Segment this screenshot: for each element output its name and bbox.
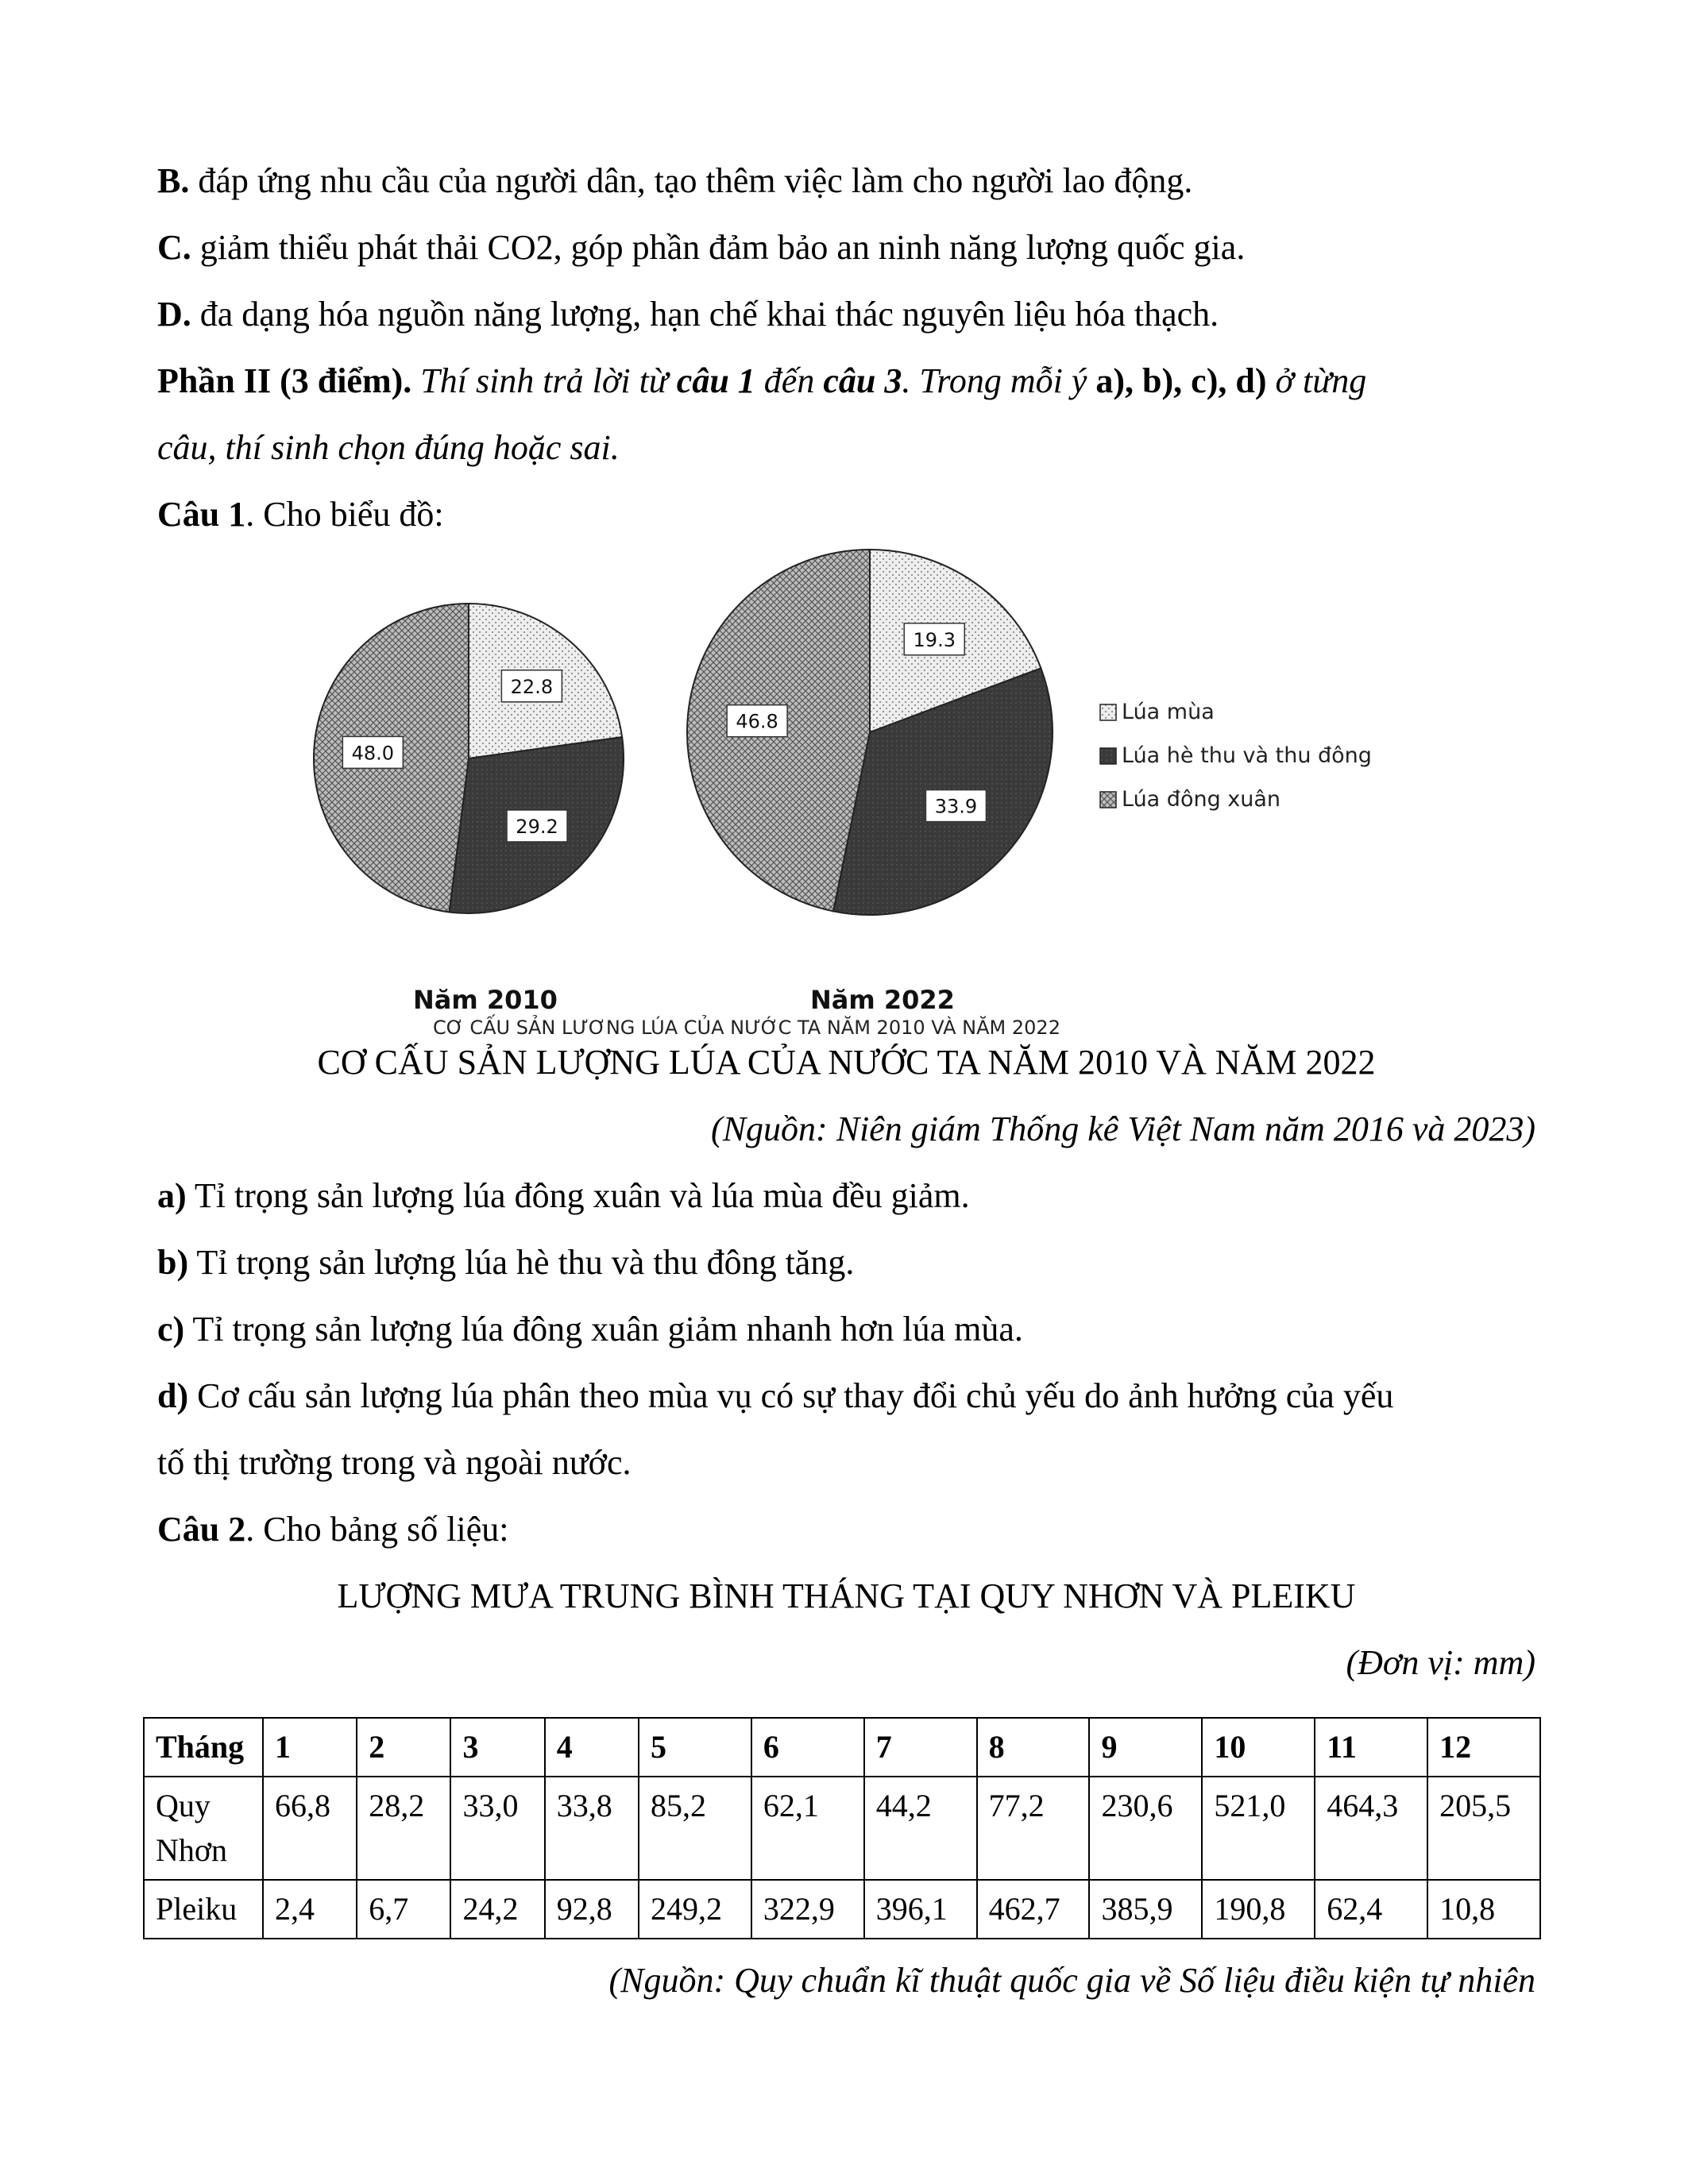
question-prompt: . Cho biểu đồ: [245, 495, 444, 534]
data-label: 29.2 [516, 815, 558, 838]
data-label: 22.8 [510, 675, 554, 698]
table-cell: 249,2 [639, 1880, 751, 1939]
q1-item-d-cont: tố thị trường trong và ngoài nước. [157, 1443, 632, 1482]
chart-title: CƠ CẤU SẢN LƯỢNG LÚA CỦA NƯỚC TA NĂM 2010 VÀ NĂM 2022 [317, 1043, 1376, 1082]
option-b [157, 157, 1535, 205]
q1-item-a [157, 1172, 1535, 1220]
table-cell: 190,8 [1202, 1880, 1315, 1939]
option-letter: C. [157, 228, 191, 267]
part2-instructions [157, 357, 1535, 405]
table-header-cell: 4 [545, 1718, 639, 1777]
option-letter: B. [157, 161, 190, 200]
legend-swatch [1100, 792, 1116, 808]
table-cell: 385,9 [1089, 1880, 1202, 1939]
q1-item-b [157, 1239, 1535, 1287]
option-c [157, 224, 1535, 272]
option-letter: D. [157, 295, 191, 334]
table-header-cell: Tháng [144, 1718, 263, 1777]
table-cell: 33,0 [450, 1777, 544, 1880]
pie-chart-figure [294, 548, 1406, 1040]
rainfall-table [143, 1717, 1541, 1939]
q1-item-d [157, 1372, 1535, 1420]
table-cell: 10,8 [1427, 1880, 1540, 1939]
option-text: giảm thiểu phát thải CO2, góp phần đảm bảo an ninh năng lượng quốc gia. [191, 228, 1246, 267]
table-cell: 230,6 [1089, 1777, 1202, 1880]
data-label: 33.9 [934, 795, 978, 818]
table-cell: 62,1 [751, 1777, 864, 1880]
table-title: LƯỢNG MƯA TRUNG BÌNH THÁNG TẠI QUY NHƠN VÀ PLEIKU [337, 1576, 1356, 1615]
table-cell: 2,4 [263, 1880, 357, 1939]
item-key: a) [157, 1176, 187, 1215]
table-cell: 66,8 [263, 1777, 357, 1880]
table-header-cell: 11 [1315, 1718, 1427, 1777]
table-row [144, 1777, 1540, 1880]
question-1-prompt [157, 491, 1535, 538]
table-source: (Nguồn: Quy chuẩn kĩ thuật quốc gia về Số liệu điều kiện tự nhiên [608, 1961, 1535, 2000]
table-cell: 322,9 [751, 1880, 864, 1939]
table-cell: 44,2 [864, 1777, 977, 1880]
item-key: c) [157, 1310, 185, 1349]
table-cell: 24,2 [450, 1880, 544, 1939]
pie-chart-svg [294, 548, 1406, 1040]
part2-instr-text: đến [755, 361, 824, 400]
table-header-row [144, 1718, 1540, 1777]
table-cell: 92,8 [545, 1880, 639, 1939]
question-label: Câu 2 [157, 1510, 246, 1549]
data-label: 48.0 [351, 742, 395, 765]
pie-year-label: Năm 2010 [413, 985, 558, 1015]
table-cell: 28,2 [357, 1777, 450, 1880]
table-header-cell: 8 [977, 1718, 1090, 1777]
option-text: đáp ứng nhu cầu của người dân, tạo thêm việc làm cho người lao động. [189, 161, 1193, 200]
question-label: Câu 1 [157, 495, 246, 534]
table-cell: 33,8 [545, 1777, 639, 1880]
part2-instr-text: Thí sinh trả lời từ [411, 361, 677, 400]
table-cell: 6,7 [357, 1880, 450, 1939]
part2-instr-text: ở từng [1266, 361, 1367, 400]
table-header-cell: 7 [864, 1718, 977, 1777]
table-header-cell: 1 [263, 1718, 357, 1777]
part2-instr-bold: câu 3 [823, 361, 902, 400]
table-header-cell: 5 [639, 1718, 751, 1777]
table-header-cell: 10 [1202, 1718, 1315, 1777]
part2-instr-bold: câu 1 [676, 361, 755, 400]
part2-instr-text: câu, thí sinh chọn đúng hoặc sai. [157, 428, 620, 467]
legend-swatch [1100, 704, 1116, 720]
table-header-cell: 6 [751, 1718, 864, 1777]
table-cell: 205,5 [1427, 1777, 1540, 1880]
table-header-cell: 2 [357, 1718, 450, 1777]
legend-label: Lúa đông xuân [1122, 787, 1281, 812]
table-row [144, 1880, 1540, 1939]
legend-swatch [1100, 748, 1116, 764]
table-header-cell: 12 [1427, 1718, 1540, 1777]
part2-heading: Phần II (3 điểm). [157, 361, 412, 400]
item-text: Tỉ trọng sản lượng lúa đông xuân và lúa mùa đều giảm. [186, 1176, 970, 1215]
legend-label: Lúa mùa [1122, 700, 1215, 724]
item-text: Tỉ trọng sản lượng lúa hè thu và thu đông tăng. [188, 1243, 855, 1282]
table-header-cell: 9 [1089, 1718, 1202, 1777]
part2-instructions-cont [157, 424, 1535, 472]
table-cell: 62,4 [1315, 1880, 1427, 1939]
item-key: b) [157, 1243, 189, 1282]
q1-item-c [157, 1306, 1535, 1353]
item-key: d) [157, 1376, 189, 1415]
table-cell: 85,2 [639, 1777, 751, 1880]
item-text: Tỉ trọng sản lượng lúa đông xuân giảm nhanh hơn lúa mùa. [184, 1310, 1023, 1349]
part2-instr-bold: a), b), c), d) [1095, 361, 1267, 400]
legend-label: Lúa hè thu và thu đông [1122, 743, 1372, 768]
table-cell: 396,1 [864, 1880, 977, 1939]
table-unit: (Đơn vị: mm) [1346, 1643, 1535, 1682]
pie-year-label: Năm 2022 [810, 985, 955, 1015]
table-cell: 521,0 [1202, 1777, 1315, 1880]
part2-instr-text: . Trong mỗi ý [902, 361, 1096, 400]
option-text: đa dạng hóa nguồn năng lượng, hạn chế khai thác nguyên liệu hóa thạch. [191, 295, 1219, 334]
data-label: 46.8 [736, 710, 778, 733]
table-cell: 77,2 [977, 1777, 1090, 1880]
data-label: 19.3 [913, 628, 956, 651]
question-2-prompt [157, 1506, 1535, 1553]
chart-source: (Nguồn: Niên giám Thống kê Việt Nam năm 2016 và 2023) [711, 1109, 1535, 1148]
chart-embedded-title: CƠ CẤU SẢN LƯƠNG LÚA CỦA NƯỚC TA NĂM 2010 VÀ NĂM 2022 [433, 1017, 1060, 1039]
table-row-label: Quy Nhơn [144, 1777, 263, 1880]
table-cell: 462,7 [977, 1880, 1090, 1939]
table-row-label: Pleiku [144, 1880, 263, 1939]
table-cell: 464,3 [1315, 1777, 1427, 1880]
table-header-cell: 3 [450, 1718, 544, 1777]
item-text: Cơ cấu sản lượng lúa phân theo mùa vụ có sự thay đổi chủ yếu do ảnh hưởng của yếu [188, 1376, 1394, 1415]
option-d [157, 291, 1535, 338]
question-prompt: . Cho bảng số liệu: [245, 1510, 509, 1549]
